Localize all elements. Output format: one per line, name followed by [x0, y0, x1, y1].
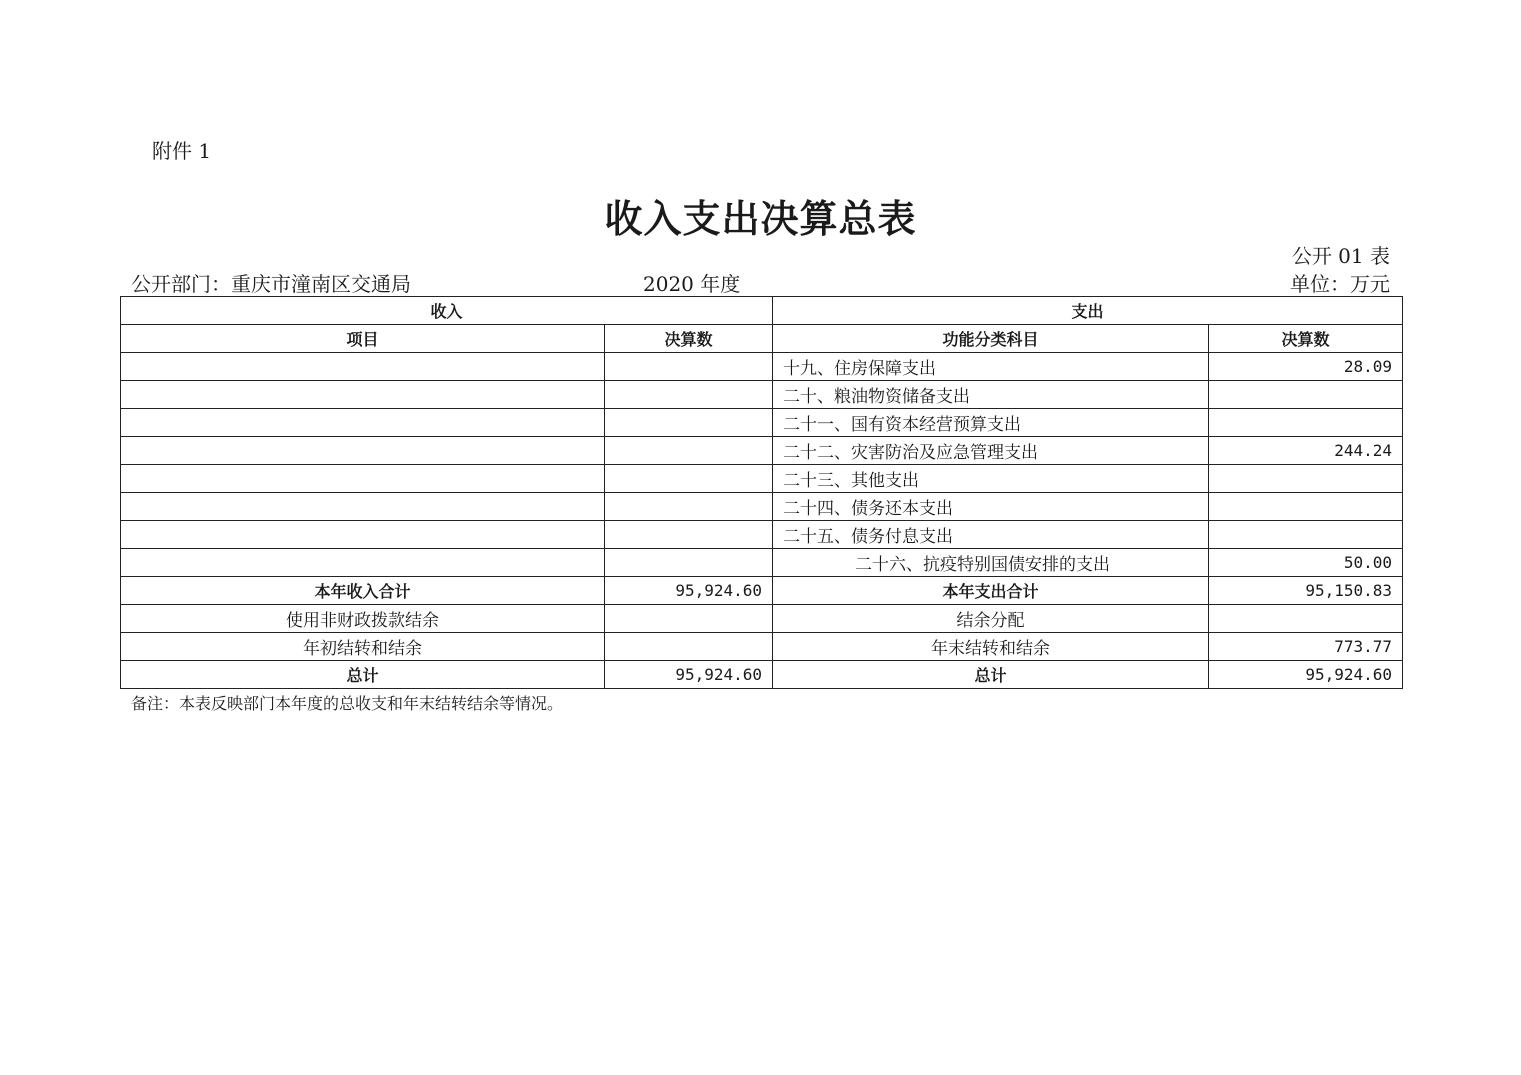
income-section-header: 收入	[121, 297, 773, 325]
surplus-distribution-label: 结余分配	[773, 605, 1209, 633]
grand-total-income-label: 总计	[121, 661, 605, 689]
beginning-balance-value	[605, 633, 773, 661]
expense-total-value: 95,150.83	[1209, 577, 1403, 605]
table-row	[121, 409, 1403, 437]
expense-item-header: 功能分类科目	[773, 325, 1209, 353]
section-header-row	[121, 297, 1403, 325]
income-amount-cell	[605, 493, 773, 521]
footnote: 备注：本表反映部门本年度的总收支和年末结转结余等情况。	[131, 694, 564, 713]
expense-item-cell: 二十三、其他支出	[773, 465, 1209, 493]
unit-label: 单位：万元	[1290, 272, 1390, 296]
attachment-label: 附件 1	[152, 139, 212, 163]
carryover-row	[121, 633, 1403, 661]
expense-item-cell: 十九、住房保障支出	[773, 353, 1209, 381]
expense-item-cell: 二十一、国有资本经营预算支出	[773, 409, 1209, 437]
column-header-row	[121, 325, 1403, 353]
expense-item-cell: 二十、粮油物资储备支出	[773, 381, 1209, 409]
form-code: 公开 01 表	[1291, 244, 1390, 268]
income-amount-cell	[605, 381, 773, 409]
table-row	[121, 353, 1403, 381]
income-item-cell	[121, 353, 605, 381]
income-amount-cell	[605, 521, 773, 549]
expense-amount-cell	[1209, 521, 1403, 549]
page-title: 收入支出决算总表	[604, 197, 917, 241]
income-item-cell	[121, 521, 605, 549]
table-row	[121, 381, 1403, 409]
budget-summary-table	[120, 296, 1403, 689]
department-label: 公开部门：重庆市潼南区交通局	[131, 272, 411, 296]
non-fiscal-label: 使用非财政拨款结余	[121, 605, 605, 633]
income-amount-cell	[605, 409, 773, 437]
income-amount-header: 决算数	[605, 325, 773, 353]
income-amount-cell	[605, 437, 773, 465]
table-row	[121, 521, 1403, 549]
expense-amount-cell: 50.00	[1209, 549, 1403, 577]
meta-row	[131, 268, 1390, 294]
expense-item-cell: 二十五、债务付息支出	[773, 521, 1209, 549]
expense-amount-cell	[1209, 465, 1403, 493]
ending-balance-value: 773.77	[1209, 633, 1403, 661]
income-item-cell	[121, 493, 605, 521]
year-label: 2020 年度	[643, 272, 741, 296]
grand-total-expense-value: 95,924.60	[1209, 661, 1403, 689]
expense-amount-cell	[1209, 409, 1403, 437]
income-total-label: 本年收入合计	[121, 577, 605, 605]
ending-balance-label: 年末结转和结余	[773, 633, 1209, 661]
income-item-cell	[121, 437, 605, 465]
income-amount-cell	[605, 353, 773, 381]
table-row	[121, 493, 1403, 521]
beginning-balance-label: 年初结转和结余	[121, 633, 605, 661]
non-fiscal-value	[605, 605, 773, 633]
surplus-distribution-value	[1209, 605, 1403, 633]
grand-total-income-value: 95,924.60	[605, 661, 773, 689]
income-amount-cell	[605, 465, 773, 493]
expense-item-cell: 二十四、债务还本支出	[773, 493, 1209, 521]
grand-total-expense-label: 总计	[773, 661, 1209, 689]
income-item-cell	[121, 409, 605, 437]
expense-item-cell: 二十六、抗疫特别国债安排的支出	[773, 549, 1209, 577]
income-amount-cell	[605, 549, 773, 577]
annual-total-row	[121, 577, 1403, 605]
expense-amount-cell	[1209, 381, 1403, 409]
income-item-cell	[121, 465, 605, 493]
table-row	[121, 437, 1403, 465]
grand-total-row	[121, 661, 1403, 689]
income-item-cell	[121, 381, 605, 409]
expense-amount-cell: 244.24	[1209, 437, 1403, 465]
income-total-value: 95,924.60	[605, 577, 773, 605]
expense-amount-cell: 28.09	[1209, 353, 1403, 381]
expense-item-cell: 二十二、灾害防治及应急管理支出	[773, 437, 1209, 465]
expense-amount-cell	[1209, 493, 1403, 521]
balance-usage-row	[121, 605, 1403, 633]
expense-total-label: 本年支出合计	[773, 577, 1209, 605]
table-row	[121, 465, 1403, 493]
table-row	[121, 549, 1403, 577]
income-item-cell	[121, 549, 605, 577]
expense-amount-header: 决算数	[1209, 325, 1403, 353]
expense-section-header: 支出	[773, 297, 1403, 325]
income-item-header: 项目	[121, 325, 605, 353]
